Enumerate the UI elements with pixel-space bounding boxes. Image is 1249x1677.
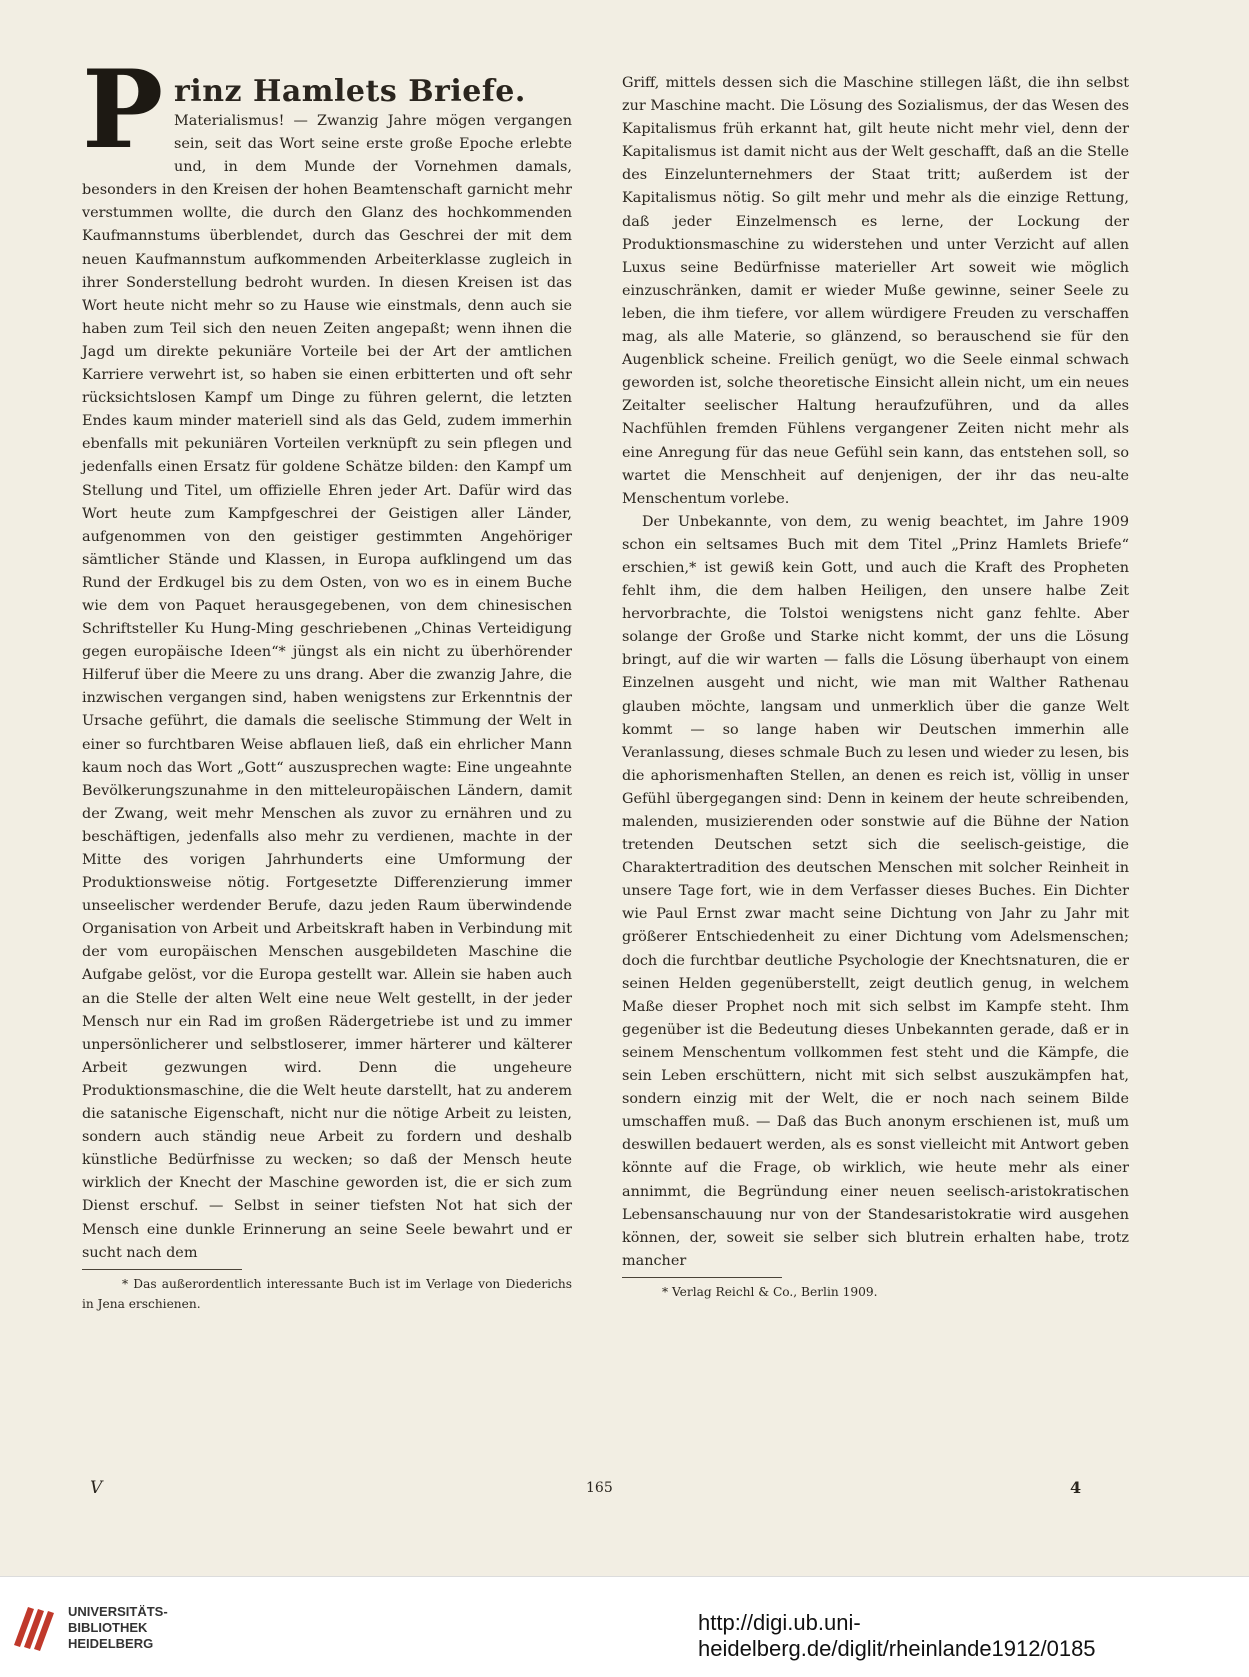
article-heading — [82, 47, 572, 173]
page-number: 165 — [586, 1480, 613, 1496]
left-column-text: Materialismus! — Zwanzig Jahre mögen vergangen sein, seit das Wort seine erste große Epoche erlebte und, in dem Munde der Vornehmen damals, besonders in den Kreisen der hohen Beamtenschaft garnicht mehr verstummen wollte, die durch den Glanz des hochkommenden Kaufmannstums überblendet, durch das Geschrei der mit dem neuen Kaufmannstum aufkommenden Arbeiterklasse zugleich in ihrer Sonderstellung bedroht wurden. In diesen Kreisen ist das Wort heute nicht mehr so zu Hause wie einstmals, denn auch sie haben zum Teil sich den neuen Zeiten angepaßt; wenn ihnen die Jagd um direkte pekuniäre Vorteile bei der Art der amtlichen Karriere verwehrt ist, so haben sie einen erbitterten und oft sehr rücksichtslosen Kampf um Dinge zu führen gelernt, die letzten Endes kaum minder materiell sind als das Geld, zudem immerhin ebenfalls mit pekuniären Vorteilen verknüpft zu sein pflegen und jedenfalls einen Ersatz für goldene Schätze bilden: den Kampf um Stellung und Titel, um offizielle Ehren jeder Art. Dafür wird das Wort heute zum Kampfgeschrei der Geistigen aller Länder, aufgenommen von den geistiger gestimmten Angehöriger sämtlicher Stände und Klassen, in Europa aufklingend um das Rund der Erdkugel bis zu dem Osten, von wo es in einem Buche wie dem von Paquet herausgegebenen, von dem chinesischen Schriftsteller Ku Hung-Ming geschriebenen „Chinas Verteidigung gegen europäische Ideen“* jüngst als ein nicht zu überhörender Hilferuf über die Meere zu uns drang. Aber die zwanzig Jahre, die inzwischen vergangen sind, haben wenigstens zur Erkenntnis der Ursache geführt, die damals die seelische Stimmung der Welt in einer so furchtbaren Weise abflauen ließ, daß ein ehrlicher Mann kaum noch das Wort „Gott“ auszusprechen wagte: Eine ungeahnte Bevölkerungszunahme in den mitteleuropäischen Ländern, damit der Zwang, weit mehr Menschen als zuvor zu ernähren und zu beschäftigen, jedenfalls also mehr zu verdienen, machte in der Mitte des vorigen Jahrhunderts eine Umformung der Produktionsweise nötig. Fortgesetzte Differenzierung immer unseelischer werdender Berufe, dazu jeden Raum überwindende Organisation von Arbeit und Arbeitskraft haben in Verbindung mit der vom europäischen Menschen ausgebildeten Maschine die Aufgabe gelöst, vor die Europa gestellt war. Allein sie haben auch an die Stelle der alten Welt eine neue Welt gestellt, in der jeder Mensch nur ein Rad im großen Rädergetriebe ist und zu immer unpersönlicherer und selbstloserer, immer härterer und kälterer Arbeit gezwungen wird. Denn die ungeheure Produktionsmaschine, die die Welt heute darstellt, hat zu anderem die satanische Eigenschaft, nicht nur die nötige Arbeit zu leisten, sondern auch ständig neue Arbeit zu fordern und deshalb künstliche Bedürfnisse zu wecken; so daß der Mensch heute wirklich der Knecht der Maschine geworden ist, die er sich zum Dienst erschuf. — Selbst in seiner tiefsten Not hat sich der Mensch eine dunkle Erinnerung an seine Seele bewahrt und er sucht nach dem — [82, 113, 572, 1261]
right-footnote: * Verlag Reichl & Co., Berlin 1909. — [662, 1284, 878, 1299]
university-library-logo-icon — [8, 1601, 60, 1653]
library-name-line-2: BIBLIOTHEK — [68, 1620, 148, 1635]
sheet-number: 4 — [1070, 1478, 1082, 1497]
drop-cap: P — [82, 47, 164, 173]
right-column-paragraph-1: Griff, mittels dessen sich die Maschine stillegen läßt, die ihn selbst zur Maschine macht. Die Lösung des Sozialismus, der das Wesen des Kapitalismus früh erkannt hat, gilt heute nicht mehr viel, denn der Kapitalismus ist damit nicht aus der Welt geschafft, daß an die Stelle des Einzelunternehmers der Staat tritt; außerdem ist der Kapitalismus nötig. So gilt mehr und mehr als die einzige Rettung, daß jeder Einzelmensch es lerne, der Lockung der Produktionsmaschine zu widerstehen und unter Verzicht auf allen Luxus seine Bedürfnisse materieller Art soweit wie möglich einzuschränken, damit er wieder Muße gewinne, seiner Seele zu leben, die ihm tiefere, vor allem würdigere Freuden zu verschaffen mag, als alle Materie, so glänzend, so berauschend sie für den Augenblick scheine. Freilich genügt, wo die Seele einmal schwach geworden ist, solche theoretische Einsicht allein nicht, um ein neues Zeitalter seelischer Haltung heraufzuführen, und da alles Nachfühlen fremden Fühlens vergangener Zeiten nicht mehr als eine Anregung für das neue Gefühl sein kann, das entstehen soll, so wartet die Menschheit auf denjenigen, der ihr das neu-alte Menschentum vorlebe. — [622, 75, 1129, 507]
footnote-divider — [622, 1277, 782, 1278]
left-footnote: * Das außerordentlich interessante Buch ist im Verlage von Diederichs in Jena erschienen. — [82, 1276, 572, 1311]
footnote-divider — [82, 1269, 242, 1270]
library-name-line-3: HEIDELBERG — [68, 1636, 154, 1651]
library-name — [68, 1604, 168, 1652]
left-column — [82, 47, 572, 1314]
article-title: rinz Hamlets Briefe. — [174, 74, 526, 109]
permalink-url[interactable]: http://digi.ub.uni-heidelberg.de/diglit/rheinlande1912/0185 — [698, 1610, 1096, 1661]
library-name-line-1: UNIVERSITÄTS- — [68, 1604, 168, 1619]
right-column-paragraph-2: Der Unbekannte, von dem, zu wenig beachtet, im Jahre 1909 schon ein seltsames Buch mit dem Titel „Prinz Hamlets Briefe“ erschien,* ist gewiß kein Gott, und auch die Kraft des Propheten fehlt ihm, die dem halben Heiligen, den unsere halbe Zeit hervorbrachte, die Tolstoi wenigstens nicht ganz fehlte. Aber solange der Große und Starke nicht kommt, der uns die Lösung bringt, auf die wir warten — falls die Lösung überhaupt von einem Einzelnen ausgeht und nicht, wie man mit Walther Rathenau glauben möchte, langsam und unmerklich über die ganze Welt kommt — so lange haben wir Deutschen immerhin alle Veranlassung, dieses schmale Buch zu lesen und wieder zu lesen, bis die aphorismenhaften Stellen, an denen es reich ist, völlig in unser Gefühl übergegangen sind: Denn in keinem der heute schreibenden, malenden, musizierenden oder sonstwie auf die Bühne der Nation tretenden Deutschen setzt sich die seelisch-geistige, die Charaktertradition des deutschen Menschen mit solcher Reinheit in unsere Tage fort, wie in dem Verfasser dieses Buches. Ein Dichter wie Paul Ernst zwar macht seine Dichtung von Jahr zu Jahr mit größerer Entschiedenheit zu einer Dichtung vom Adelsmenschen; doch die furchtbar deutliche Psychologie der Knechtsnaturen, die er seinen Helden gegenüberstellt, zeigt deutlich genug, in welchem Maße dieser Prophet noch mit sich selbst im Kampfe steht. Ihm gegenüber ist die Bedeutung dieses Unbekannten gerade, daß er in seinem Menschentum vollkommen fest steht und die Kämpfe, die sein Leben erschüttern, nicht mit sich selbst auszukämpfen hat, sondern einzig mit der Welt, die er noch nach seinem Bilde umschaffen muß. — Daß das Buch anonym erschienen ist, muß um deswillen bedauert werden, als es sonst vielleicht mit Antwort geben könnte auf die Frage, ob wirklich, wie heute mehr als einer annimmt, die Begründung einer neuen seelisch-aristokratischen Lebensanschauung nur von der Standesaristokratie wird ausgehen können, der, soweit sie selber sich blutrein erhalten habe, trotz mancher — [622, 513, 1129, 1269]
signature-mark: V — [90, 1478, 103, 1498]
right-column — [622, 72, 1129, 1302]
